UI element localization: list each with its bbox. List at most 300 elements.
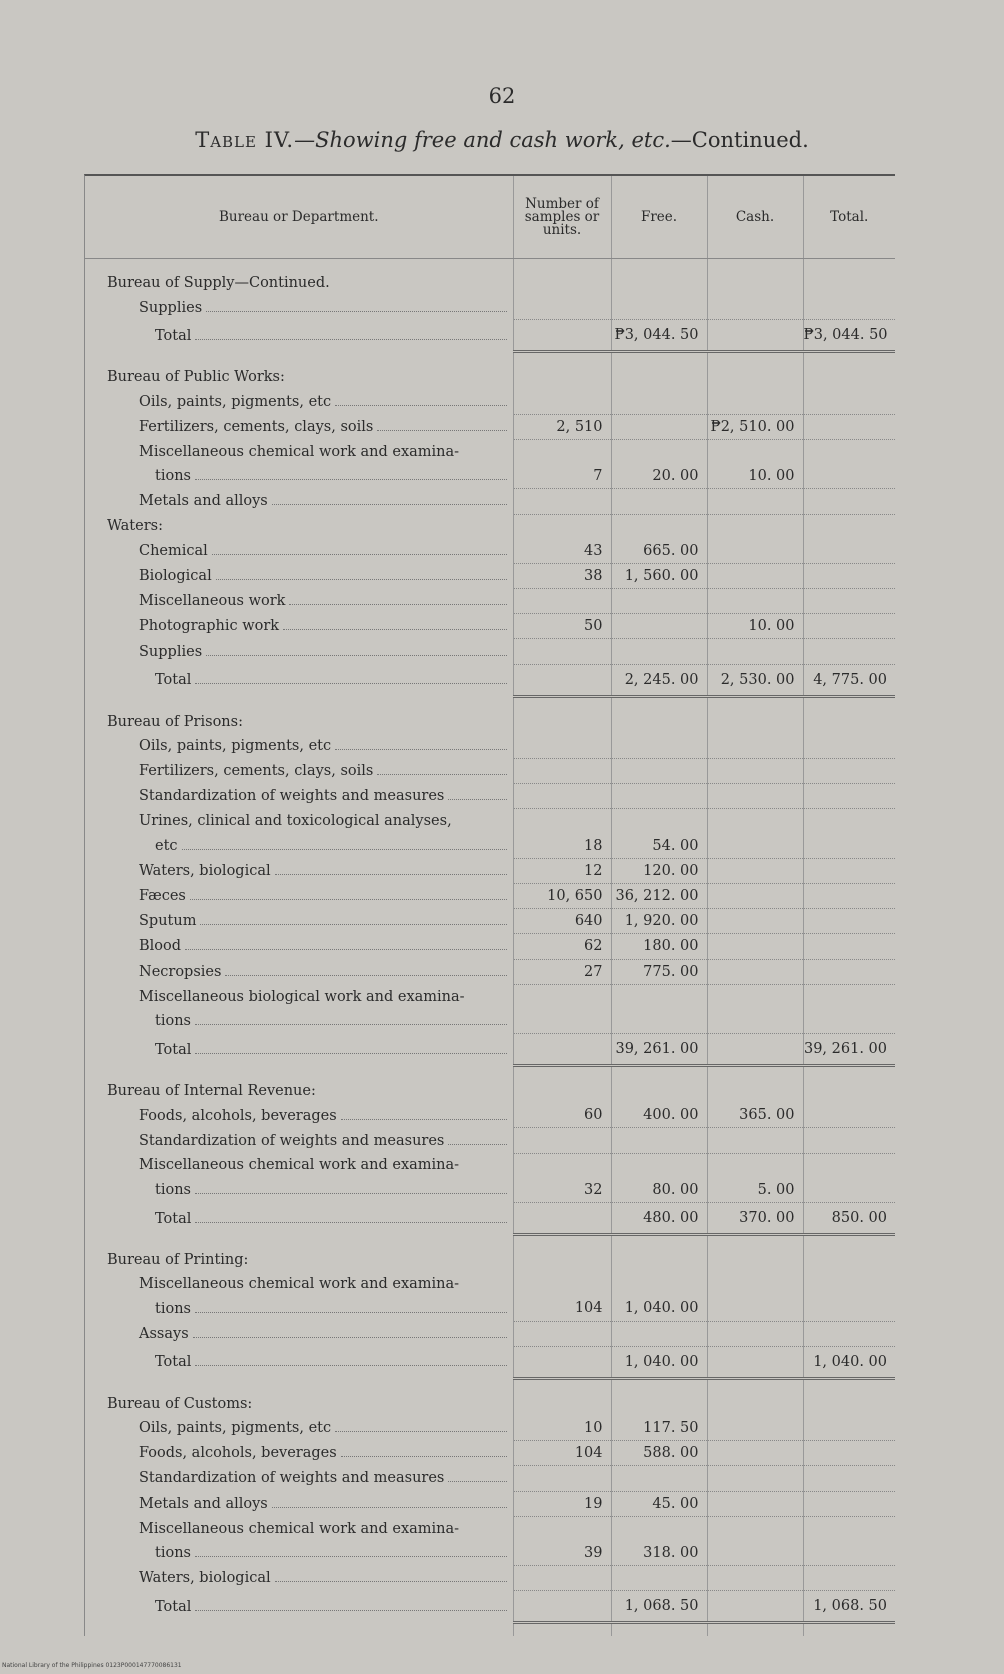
row-label-text: tions: [155, 468, 191, 485]
cell-total: [803, 1466, 895, 1491]
cell-free: [611, 1392, 707, 1416]
spacer-row: [85, 259, 895, 272]
row-label: [85, 1599, 509, 1615]
dot-leader: [195, 1024, 507, 1025]
cell-number: [513, 589, 611, 614]
cell-number: [513, 1321, 611, 1346]
cell-number: [513, 514, 611, 539]
cell-number: 32: [513, 1178, 611, 1203]
table-row: [85, 1009, 895, 1034]
cell-cash: [707, 1416, 803, 1441]
header-cash: Cash.: [707, 176, 803, 259]
cell-cash: [707, 809, 803, 834]
cell-cash: 2, 530. 00: [707, 664, 803, 696]
dot-leader: [272, 1507, 507, 1508]
table-total-row: [85, 1591, 895, 1623]
cell-free: [611, 589, 707, 614]
row-label-text: Standardization of weights and measures: [139, 1470, 445, 1487]
spacer-row: [85, 1378, 895, 1392]
row-label-text: Miscellaneous work: [139, 593, 286, 610]
row-label: [85, 568, 509, 584]
cell-free: [611, 1153, 707, 1178]
dot-leader: [341, 1456, 507, 1457]
cell-cash: [707, 514, 803, 539]
row-label-text: Standardization of weights and measures: [139, 1132, 445, 1149]
row-label-text: Urines, clinical and toxicological analyses,: [139, 813, 452, 830]
cell-cash: [707, 1321, 803, 1346]
row-label-cell: [85, 1178, 513, 1203]
header-free: Free.: [611, 176, 707, 259]
table-total-row: [85, 1203, 895, 1235]
row-label: [85, 738, 509, 754]
work-table-container: [84, 174, 895, 1636]
cell-total: [803, 759, 895, 784]
cell-total: [803, 614, 895, 639]
cell-total: [803, 514, 895, 539]
cell-number: [513, 1272, 611, 1296]
row-label-text: Foods, alcohols, beverages: [139, 1445, 337, 1462]
row-label-text: etc: [155, 837, 178, 854]
row-label-cell: [85, 414, 513, 439]
row-label-cell: [85, 1321, 513, 1346]
row-label: [85, 714, 509, 730]
cell-total: [803, 1296, 895, 1321]
cell-number: 2, 510: [513, 414, 611, 439]
table-row: [85, 414, 895, 439]
row-label-text: Total: [155, 1598, 192, 1615]
table-row: [85, 589, 895, 614]
row-label-cell: [85, 320, 513, 352]
row-label-cell: [85, 589, 513, 614]
cell-free: [611, 784, 707, 809]
row-label-text: Total: [155, 1041, 192, 1058]
cell-free: 117. 50: [611, 1416, 707, 1441]
cell-free: [611, 1566, 707, 1591]
cell-number: 60: [513, 1103, 611, 1128]
cell-cash: [707, 1392, 803, 1416]
row-label: [85, 1420, 509, 1436]
dot-leader: [225, 975, 506, 976]
row-label-cell: [85, 614, 513, 639]
table-group-row: [85, 1248, 895, 1272]
cell-free: ₱3, 044. 50: [611, 320, 707, 352]
row-label: [85, 1301, 509, 1317]
cell-cash: [707, 1009, 803, 1034]
row-label-text: Sputum: [139, 913, 197, 930]
cell-free: [611, 295, 707, 320]
cell-free: [611, 759, 707, 784]
header-total: Total.: [803, 176, 895, 259]
row-label-cell: [85, 858, 513, 883]
row-label-cell: [85, 1153, 513, 1178]
row-label-cell: [85, 1272, 513, 1296]
table-row: [85, 809, 895, 834]
cell-total: [803, 489, 895, 514]
table-row: [85, 934, 895, 959]
table-row: [85, 858, 895, 883]
row-label: [85, 369, 509, 385]
row-label-cell: [85, 365, 513, 389]
table-title-label: Table IV.: [195, 128, 295, 152]
row-label-cell: [85, 390, 513, 415]
row-label: [85, 1182, 509, 1198]
cell-cash: [707, 1034, 803, 1066]
row-label-text: Miscellaneous chemical work and examina-: [139, 1276, 460, 1293]
cell-total: [803, 295, 895, 320]
cell-total: [803, 1079, 895, 1103]
cell-number: [513, 1566, 611, 1591]
cell-total: [803, 1153, 895, 1178]
row-label-cell: [85, 1516, 513, 1541]
cell-total: [803, 1392, 895, 1416]
cell-number: [513, 365, 611, 389]
cell-cash: ₱2, 510. 00: [707, 414, 803, 439]
cell-cash: [707, 1541, 803, 1566]
cell-total: [803, 639, 895, 664]
row-label-text: Fæces: [139, 888, 186, 905]
cell-cash: [707, 439, 803, 464]
cell-free: 1, 040. 00: [611, 1296, 707, 1321]
cell-total: [803, 1178, 895, 1203]
row-label-cell: [85, 1248, 513, 1272]
table-row: [85, 1441, 895, 1466]
cell-cash: [707, 1272, 803, 1296]
cell-cash: [707, 1248, 803, 1272]
cell-number: 12: [513, 858, 611, 883]
cell-cash: [707, 734, 803, 759]
dot-leader: [185, 949, 506, 950]
cell-cash: [707, 784, 803, 809]
row-label: [85, 813, 509, 829]
cell-cash: [707, 295, 803, 320]
dot-leader: [335, 405, 506, 406]
row-label-text: Waters:: [107, 518, 163, 535]
cell-total: [803, 563, 895, 588]
table-row: [85, 563, 895, 588]
spacer-row: [85, 1623, 895, 1637]
cell-free: 45. 00: [611, 1491, 707, 1516]
cell-free: 1, 920. 00: [611, 909, 707, 934]
row-label-cell: [85, 1416, 513, 1441]
row-label-text: Oils, paints, pigments, etc: [139, 393, 332, 410]
cell-cash: [707, 1466, 803, 1491]
cell-total: [803, 834, 895, 859]
row-label-cell: [85, 1034, 513, 1066]
table-total-row: [85, 664, 895, 696]
cell-free: [611, 734, 707, 759]
cell-free: [611, 390, 707, 415]
row-label: [85, 1570, 509, 1586]
cell-cash: 365. 00: [707, 1103, 803, 1128]
dot-leader: [272, 504, 507, 505]
table-row: [85, 489, 895, 514]
cell-total: 1, 040. 00: [803, 1346, 895, 1378]
dot-leader: [212, 554, 507, 555]
row-label: [85, 1133, 509, 1149]
table-title-suffix: —Continued.: [670, 128, 809, 152]
row-label-text: Miscellaneous chemical work and examina-: [139, 1157, 460, 1174]
cell-free: [611, 1248, 707, 1272]
row-label-cell: [85, 1128, 513, 1153]
row-label: [85, 763, 509, 779]
cell-cash: 370. 00: [707, 1203, 803, 1235]
spacer-row: [85, 352, 895, 366]
row-label-text: tions: [155, 1300, 191, 1317]
cell-total: [803, 1272, 895, 1296]
row-label-cell: [85, 664, 513, 696]
dot-leader: [195, 683, 506, 684]
table-group-row: [85, 271, 895, 295]
row-label-text: Total: [155, 1354, 192, 1371]
row-label-text: Oils, paints, pigments, etc: [139, 1420, 332, 1437]
header-number: Number of samples or units.: [513, 176, 611, 259]
footer-credit: National Library of the Philippines 0123P000147770086131: [2, 1662, 182, 1669]
cell-number: [513, 1591, 611, 1623]
cell-cash: [707, 320, 803, 352]
cell-total: [803, 959, 895, 984]
dot-leader: [448, 1144, 506, 1145]
row-label: [85, 468, 509, 484]
dot-leader: [377, 430, 506, 431]
cell-free: [611, 809, 707, 834]
row-label-text: tions: [155, 1545, 191, 1562]
row-label-text: Waters, biological: [139, 1570, 271, 1587]
cell-number: 104: [513, 1441, 611, 1466]
cell-total: [803, 909, 895, 934]
cell-free: 665. 00: [611, 539, 707, 564]
row-label: [85, 275, 509, 291]
row-label-cell: [85, 784, 513, 809]
cell-number: [513, 489, 611, 514]
cell-total: [803, 539, 895, 564]
cell-free: 400. 00: [611, 1103, 707, 1128]
row-label: [85, 838, 509, 854]
cell-number: 10, 650: [513, 883, 611, 908]
dot-leader: [195, 339, 506, 340]
cell-total: 39, 261. 00: [803, 1034, 895, 1066]
cell-free: 120. 00: [611, 858, 707, 883]
row-label-cell: [85, 1541, 513, 1566]
dot-leader: [195, 1222, 506, 1223]
cell-cash: [707, 710, 803, 734]
cell-cash: [707, 365, 803, 389]
row-label: [85, 989, 509, 1005]
row-label: [85, 938, 509, 954]
row-label: [85, 1252, 509, 1268]
table-row: [85, 464, 895, 489]
cell-cash: [707, 1153, 803, 1178]
cell-free: [611, 414, 707, 439]
cell-number: 38: [513, 563, 611, 588]
cell-number: [513, 759, 611, 784]
cell-total: [803, 1516, 895, 1541]
row-label-text: Photographic work: [139, 618, 280, 635]
cell-total: ₱3, 044. 50: [803, 320, 895, 352]
row-label-text: Fertilizers, cements, clays, soils: [139, 763, 374, 780]
row-label-cell: [85, 1009, 513, 1034]
cell-number: 19: [513, 1491, 611, 1516]
row-label-cell: [85, 834, 513, 859]
cell-total: 1, 068. 50: [803, 1591, 895, 1623]
row-label-text: Waters, biological: [139, 862, 271, 879]
cell-total: [803, 1566, 895, 1591]
table-row: [85, 1296, 895, 1321]
table-row: [85, 1153, 895, 1178]
dot-leader: [190, 899, 507, 900]
dot-leader: [195, 1610, 506, 1611]
table-total-row: [85, 320, 895, 352]
row-label-cell: [85, 563, 513, 588]
table-row: [85, 784, 895, 809]
cell-number: 640: [513, 909, 611, 934]
row-label-cell: [85, 1296, 513, 1321]
cell-number: [513, 809, 611, 834]
table-group-row: [85, 1392, 895, 1416]
row-label-text: Oils, paints, pigments, etc: [139, 738, 332, 755]
row-label-text: Miscellaneous biological work and examina-: [139, 988, 465, 1005]
cell-number: [513, 784, 611, 809]
row-label: [85, 1013, 509, 1029]
table-row: [85, 1541, 895, 1566]
row-label: [85, 1354, 509, 1370]
cell-free: [611, 984, 707, 1009]
row-label-cell: [85, 1566, 513, 1591]
cell-free: [611, 489, 707, 514]
cell-free: [611, 1321, 707, 1346]
table-title-italic: —Showing free and cash work, etc.: [294, 128, 671, 152]
cell-free: [611, 1128, 707, 1153]
cell-free: 36, 212. 00: [611, 883, 707, 908]
row-label-text: tions: [155, 1013, 191, 1030]
row-label-text: Biological: [139, 567, 212, 584]
cell-cash: [707, 1346, 803, 1378]
row-label-cell: [85, 1103, 513, 1128]
cell-cash: [707, 1079, 803, 1103]
dot-leader: [195, 1556, 507, 1557]
row-label-cell: [85, 1491, 513, 1516]
dot-leader: [377, 774, 506, 775]
cell-free: [611, 514, 707, 539]
row-label-cell: [85, 1203, 513, 1235]
cell-number: 18: [513, 834, 611, 859]
cell-number: [513, 1346, 611, 1378]
cell-free: [611, 1079, 707, 1103]
row-label: [85, 1445, 509, 1461]
dot-leader: [216, 579, 507, 580]
row-label-text: Total: [155, 327, 192, 344]
row-label: [85, 1276, 509, 1292]
table-row: [85, 734, 895, 759]
cell-cash: [707, 759, 803, 784]
row-label-text: Assays: [139, 1325, 189, 1342]
cell-free: [611, 271, 707, 295]
cell-free: 20. 00: [611, 464, 707, 489]
cell-cash: [707, 271, 803, 295]
cell-total: [803, 1491, 895, 1516]
row-label-text: tions: [155, 1182, 191, 1199]
table-row: [85, 909, 895, 934]
cell-number: [513, 1248, 611, 1272]
table-row: [85, 614, 895, 639]
cell-total: [803, 784, 895, 809]
cell-free: 2, 245. 00: [611, 664, 707, 696]
row-label: [85, 913, 509, 929]
cell-cash: [707, 489, 803, 514]
cell-free: 1, 560. 00: [611, 563, 707, 588]
table-row: [85, 834, 895, 859]
cell-free: 775. 00: [611, 959, 707, 984]
row-label: [85, 672, 509, 688]
cell-total: [803, 1441, 895, 1466]
cell-number: 43: [513, 539, 611, 564]
dot-leader: [206, 311, 506, 312]
row-label: [85, 1042, 509, 1058]
table-title: [0, 128, 1004, 152]
table-row: [85, 1416, 895, 1441]
row-label-text: Miscellaneous chemical work and examina-: [139, 1520, 460, 1537]
dot-leader: [283, 629, 506, 630]
row-label: [85, 1545, 509, 1561]
row-label-text: Supplies: [139, 299, 203, 316]
cell-cash: [707, 1491, 803, 1516]
row-label-cell: [85, 1591, 513, 1623]
cell-free: [611, 365, 707, 389]
cell-free: [611, 1466, 707, 1491]
cell-total: [803, 1416, 895, 1441]
cell-cash: [707, 1591, 803, 1623]
table-group-row: [85, 514, 895, 539]
cell-total: [803, 464, 895, 489]
cell-total: [803, 710, 895, 734]
row-label: [85, 1157, 509, 1173]
cell-free: 1, 040. 00: [611, 1346, 707, 1378]
row-label-cell: [85, 639, 513, 664]
cell-total: [803, 1541, 895, 1566]
table-row: [85, 539, 895, 564]
cell-free: 318. 00: [611, 1541, 707, 1566]
cell-number: [513, 1079, 611, 1103]
row-label-cell: [85, 759, 513, 784]
row-label-text: Bureau of Printing:: [107, 1252, 249, 1269]
row-label-text: Metals and alloys: [139, 1495, 268, 1512]
row-label-cell: [85, 809, 513, 834]
dot-leader: [200, 924, 506, 925]
row-label: [85, 1396, 509, 1412]
row-label-cell: [85, 539, 513, 564]
dot-leader: [341, 1119, 507, 1120]
table-row: [85, 1321, 895, 1346]
work-table: [85, 176, 895, 1636]
row-label-cell: [85, 959, 513, 984]
cell-total: [803, 589, 895, 614]
row-label-cell: [85, 439, 513, 464]
row-label: [85, 1470, 509, 1486]
row-label-text: Supplies: [139, 643, 203, 660]
dot-leader: [195, 1193, 507, 1194]
cell-cash: [707, 883, 803, 908]
cell-free: 480. 00: [611, 1203, 707, 1235]
cell-number: [513, 710, 611, 734]
dot-leader: [289, 604, 506, 605]
row-label-text: Chemical: [139, 543, 208, 560]
row-label: [85, 1496, 509, 1512]
spacer-row: [85, 1066, 895, 1080]
row-label: [85, 300, 509, 316]
cell-number: [513, 390, 611, 415]
table-row: [85, 1466, 895, 1491]
table-header-row: [85, 176, 895, 259]
header-department: Bureau or Department.: [85, 176, 513, 259]
